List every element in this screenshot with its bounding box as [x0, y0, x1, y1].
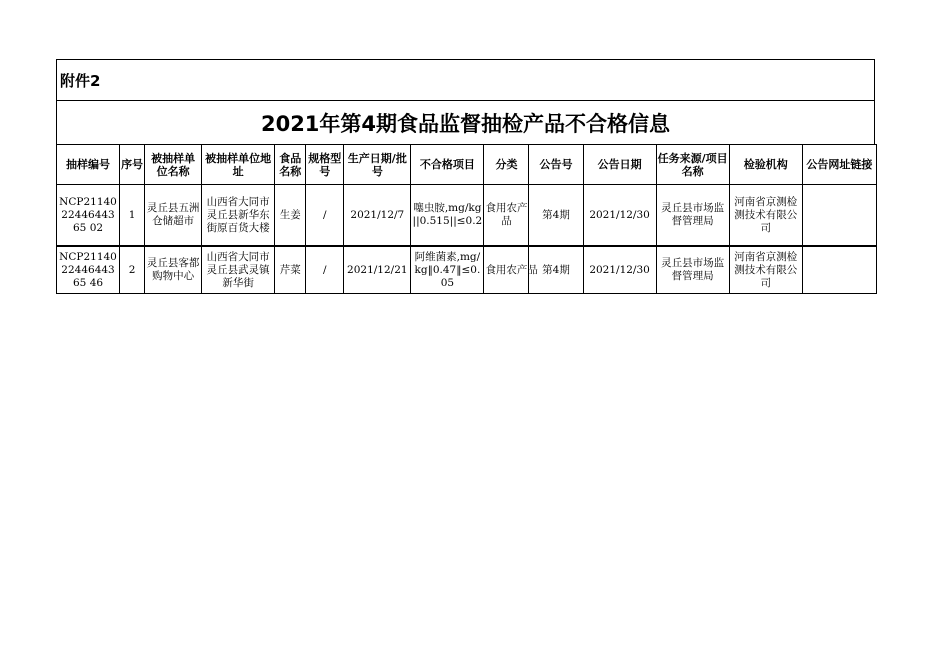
cell-task-source: 灵丘县市场监督管理局: [656, 246, 729, 294]
header-spec: 规格型号: [306, 145, 344, 185]
header-sample-no: 抽样编号: [57, 145, 120, 185]
cell-seq: 2: [120, 246, 145, 294]
header-unit-address: 被抽样单位地址: [202, 145, 275, 185]
header-failed-item: 不合格项目: [411, 145, 484, 185]
results-table: [56, 144, 877, 294]
header-food-name: 食品名称: [275, 145, 306, 185]
cell-lab: 河南省京测检测技术有限公司: [729, 246, 802, 294]
cell-sample-no: NCP211402244644365 02: [57, 185, 120, 247]
cell-spec: /: [306, 185, 344, 247]
attachment-label: 附件2: [56, 59, 875, 100]
cell-notice-date: 2021/12/30: [583, 246, 656, 294]
header-category: 分类: [484, 145, 529, 185]
cell-unit-name: 灵丘县客都购物中心: [145, 246, 202, 294]
cell-category: 食用农产品: [484, 185, 529, 247]
cell-notice-date: 2021/12/30: [583, 185, 656, 247]
header-url: 公告网址链接: [802, 145, 876, 185]
header-prod-date: 生产日期/批号: [344, 145, 411, 185]
cell-failed-item: 阿维菌素,mg/kg‖0.47‖≤0.05: [411, 246, 484, 294]
cell-failed-item: 噻虫胺,mg/kg||0.515||≤0.2: [411, 185, 484, 247]
cell-unit-address: 山西省大同市灵丘县武灵镇新华街: [202, 246, 275, 294]
header-unit-name: 被抽样单位名称: [145, 145, 202, 185]
header-notice-date: 公告日期: [583, 145, 656, 185]
cell-spec: /: [306, 246, 344, 294]
cell-category: 食用农产品: [484, 246, 529, 294]
cell-url[interactable]: [802, 246, 876, 294]
cell-sample-no: NCP211402244644365 46: [57, 246, 120, 294]
cell-food-name: 芹菜: [275, 246, 306, 294]
header-task-source: 任务来源/项目名称: [656, 145, 729, 185]
header-notice-no: 公告号: [529, 145, 583, 185]
header-row: [57, 145, 877, 185]
table-row: [57, 185, 877, 247]
cell-prod-date: 2021/12/21: [344, 246, 411, 294]
cell-prod-date: 2021/12/7: [344, 185, 411, 247]
cell-food-name: 生姜: [275, 185, 306, 247]
cell-notice-no: 第4期: [529, 185, 583, 247]
cell-unit-name: 灵丘县五洲仓储超市: [145, 185, 202, 247]
table-row: [57, 246, 877, 294]
header-lab: 检验机构: [729, 145, 802, 185]
cell-lab: 河南省京测检测技术有限公司: [729, 185, 802, 247]
cell-task-source: 灵丘县市场监督管理局: [656, 185, 729, 247]
cell-notice-no: 第4期: [529, 246, 583, 294]
cell-unit-address: 山西省大同市灵丘县新华东街原百货大楼: [202, 185, 275, 247]
cell-url[interactable]: [802, 185, 876, 247]
page-title: 2021年第4期食品监督抽检产品不合格信息: [56, 100, 875, 144]
header-seq: 序号: [120, 145, 145, 185]
cell-seq: 1: [120, 185, 145, 247]
